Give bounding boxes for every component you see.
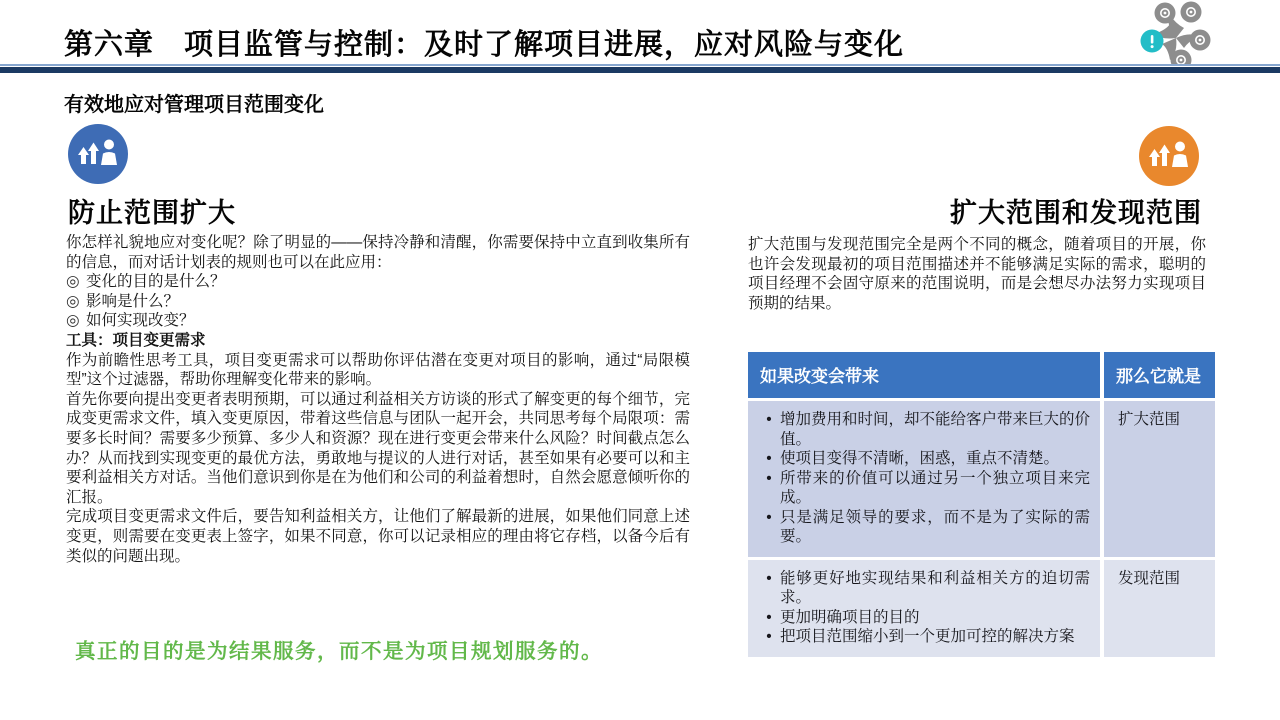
result-label: 扩大范围 bbox=[1118, 411, 1181, 428]
table-bullet-item bbox=[758, 410, 1090, 449]
body-paragraph: 作为前瞻性思考工具，项目变更需求可以帮助你评估潜在变更对项目的影响，通过“局限模型”这个过滤器，帮助你理解变化带来的影响。 bbox=[66, 351, 690, 389]
table-bullet-item bbox=[758, 569, 1090, 608]
left-paragraphs bbox=[66, 351, 690, 567]
footer-quote: 真正的目的是为结果服务，而不是为项目规划服务的。 bbox=[75, 640, 603, 663]
table-header-result: 那么它就是 bbox=[1104, 352, 1215, 398]
ring-bullet-icon: ◎ bbox=[66, 312, 80, 330]
left-heading: 防止范围扩大 bbox=[68, 198, 236, 228]
title-divider bbox=[0, 64, 1280, 73]
gears-pinwheel-icon bbox=[1136, 0, 1216, 72]
scope-change-table bbox=[748, 352, 1215, 660]
dot-bullet-icon: • bbox=[766, 628, 772, 645]
table-bullet-text: 更加明确项目的目的 bbox=[780, 608, 920, 626]
tool-label: 工具：项目变更需求 bbox=[66, 331, 206, 349]
table-cell-causes bbox=[748, 560, 1100, 657]
table-header-row bbox=[748, 352, 1215, 398]
bullet-item bbox=[66, 292, 690, 312]
left-body bbox=[66, 233, 690, 566]
dot-bullet-icon: • bbox=[766, 608, 772, 626]
dot-bullet-icon: • bbox=[766, 508, 772, 526]
people-growth-icon bbox=[1139, 126, 1199, 186]
table-bullet-text: 增加费用和时间，却不能给客户带来巨大的价值。 bbox=[780, 411, 1091, 448]
left-bullet-list bbox=[66, 272, 690, 331]
dot-bullet-icon: • bbox=[766, 469, 772, 487]
bullet-text: 变化的目的是什么？ bbox=[86, 273, 226, 291]
table-bullet-item bbox=[758, 449, 1090, 469]
left-intro: 你怎样礼貌地应对变化呢？除了明显的——保持冷静和清醒，你需要保持中立直到收集所有的信息，而对话计划表的规则也可以在此应用： bbox=[66, 234, 690, 271]
table-bullet-text: 使项目变得不清晰，困惑，重点不清楚。 bbox=[780, 450, 1060, 467]
table-cell-result bbox=[1104, 401, 1215, 557]
table-row bbox=[748, 401, 1215, 557]
table-cell-result bbox=[1104, 560, 1215, 657]
bullet-text: 影响是什么？ bbox=[86, 292, 180, 310]
ring-bullet-icon: ◎ bbox=[66, 292, 80, 310]
people-growth-icon bbox=[68, 124, 128, 184]
table-bullet-text: 能够更好地实现结果和利益相关方的迫切需求。 bbox=[780, 569, 1090, 606]
body-paragraph: 完成项目变更需求文件后，要告知利益相关方，让他们了解最新的进展，如果他们同意上述变更，则需要在变更表上签字，如果不同意，你可以记录相应的理由将它存档，以备今后有类似的问题出现。 bbox=[66, 508, 690, 565]
ring-bullet-icon: ◎ bbox=[66, 273, 80, 291]
bullet-item bbox=[66, 272, 690, 292]
table-bullet-text: 只是满足领导的要求，而不是为了实际的需要。 bbox=[780, 508, 1090, 545]
right-heading: 扩大范围和发现范围 bbox=[950, 198, 1202, 228]
table-bullet-item bbox=[758, 608, 1090, 628]
bullet-text: 如何实现改变？ bbox=[86, 312, 195, 330]
bullet-item bbox=[66, 311, 690, 331]
table-bullet-item bbox=[758, 508, 1090, 547]
dot-bullet-icon: • bbox=[766, 411, 772, 428]
result-label: 发现范围 bbox=[1118, 569, 1181, 587]
table-cell-causes bbox=[748, 401, 1100, 557]
table-bullet-item bbox=[758, 627, 1090, 647]
table-header-cause: 如果改变会带来 bbox=[748, 352, 1100, 398]
right-intro: 扩大范围与发现范围完全是两个不同的概念，随着项目的开展，你也许会发现最初的项目范围描述并不能够满足实际的需求，聪明的项目经理不会固守原来的范围说明，而是会想尽办法努力实现项目预期的结果。 bbox=[748, 236, 1206, 312]
table-bullet-text: 所带来的价值可以通过另一个独立项目来完成。 bbox=[780, 469, 1090, 506]
table-bullet-text: 把项目范围缩小到一个更加可控的解决方案 bbox=[780, 628, 1075, 645]
dot-bullet-icon: • bbox=[766, 569, 772, 587]
table-row bbox=[748, 560, 1215, 657]
page-title: 第六章 项目监管与控制：及时了解项目进展，应对风险与变化 bbox=[64, 29, 905, 61]
table-bullet-item bbox=[758, 469, 1090, 508]
section-subtitle: 有效地应对管理项目范围变化 bbox=[64, 94, 324, 116]
table-body bbox=[748, 401, 1215, 657]
dot-bullet-icon: • bbox=[766, 450, 772, 467]
body-paragraph: 首先你要向提出变更者表明预期，可以通过利益相关方访谈的形式了解变更的每个细节，完成变更需求文件，填入变更原因，带着这些信息与团队一起开会，共同思考每个局限项：需要多长时间？需要多少预算、多少人和资源？现在进行变更会带来什么风险？时间截点怎么办？从而找到实现变更的最优方法，勇敢地与提议的人进行对话，甚至如果有必要可以和主要利益相关方对话。当他们意识到你是在为他们和公司的利益着想时，自然会愿意倾听你的汇报。 bbox=[66, 390, 690, 506]
